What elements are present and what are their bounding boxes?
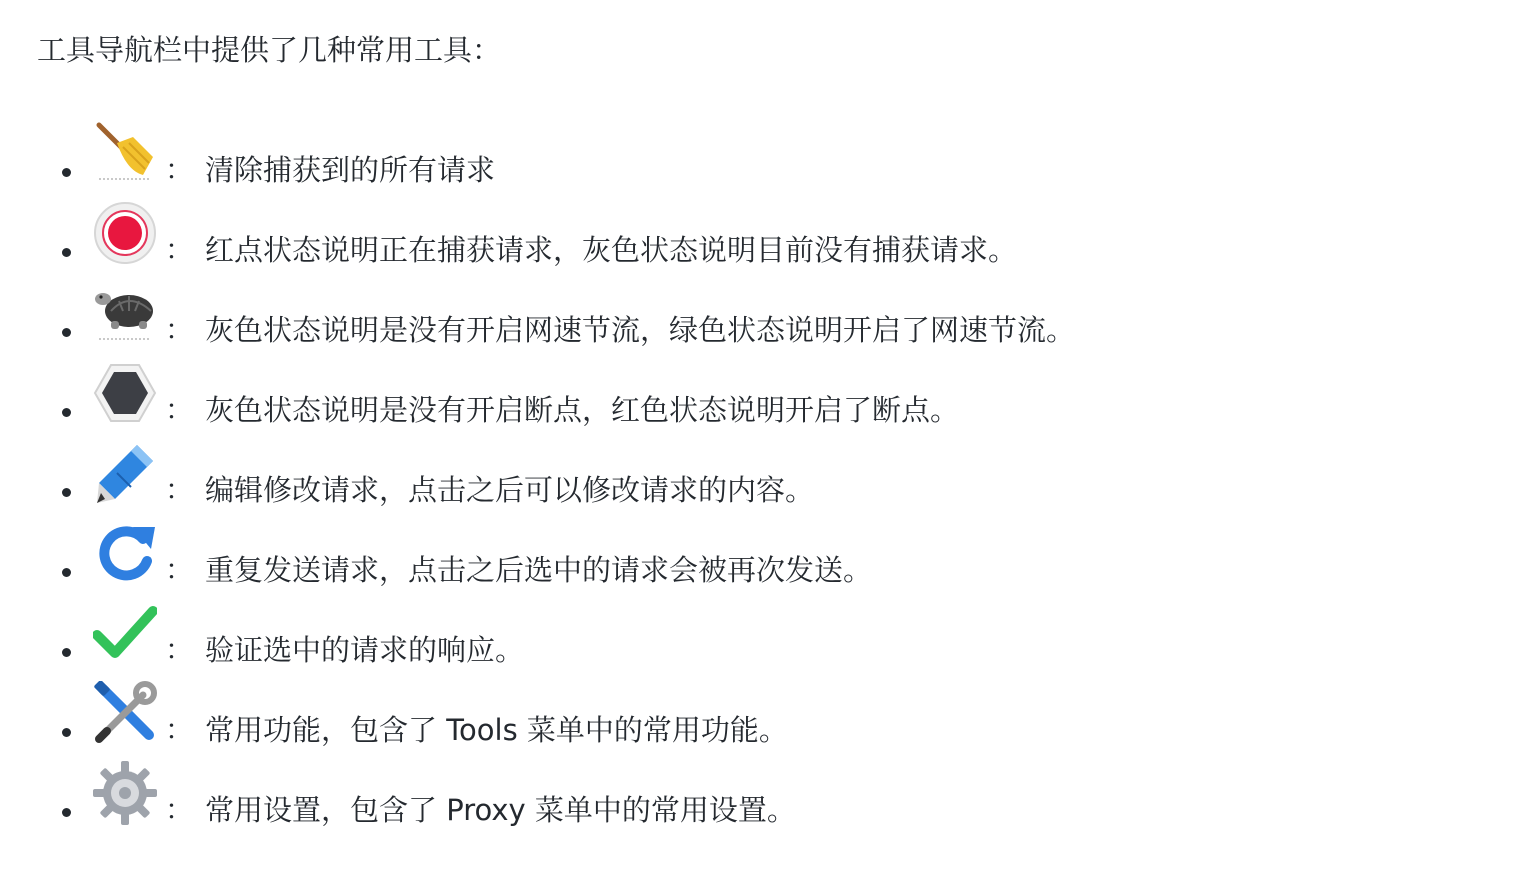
bullet — [62, 648, 71, 657]
bullet — [62, 168, 71, 177]
tool-description: 常用功能，包含了 Tools 菜单中的常用功能。 — [205, 713, 788, 747]
separator: ： — [165, 313, 194, 346]
separator: ： — [165, 793, 194, 826]
list-item-clear — [62, 120, 1075, 200]
gear-icon — [93, 761, 157, 825]
tool-description: 验证选中的请求的响应。 — [205, 633, 525, 667]
broom-icon — [93, 121, 157, 185]
turtle-icon — [93, 281, 157, 345]
bullet — [62, 408, 71, 417]
list-item-tools — [62, 680, 1075, 760]
hexagon-icon — [93, 361, 157, 425]
separator: ： — [165, 153, 194, 186]
separator: ： — [165, 553, 194, 586]
tool-description: 编辑修改请求，点击之后可以修改请求的内容。 — [205, 473, 815, 507]
bullet — [62, 568, 71, 577]
tool-description: 灰色状态说明是没有开启网速节流，绿色状态说明开启了网速节流。 — [205, 313, 1076, 347]
checkmark-icon — [93, 601, 157, 665]
pen-icon — [93, 441, 157, 505]
separator: ： — [165, 473, 194, 506]
bullet — [62, 488, 71, 497]
tool-description: 常用设置，包含了 Proxy 菜单中的常用设置。 — [205, 793, 796, 827]
bullet — [62, 328, 71, 337]
list-item-edit — [62, 440, 1075, 520]
separator: ： — [165, 633, 194, 666]
list-item-throttle — [62, 280, 1075, 360]
tool-list — [62, 120, 1075, 840]
separator: ： — [165, 393, 194, 426]
record-icon — [93, 201, 157, 265]
list-item-settings — [62, 760, 1075, 840]
tool-description: 重复发送请求，点击之后选中的请求会被再次发送。 — [205, 553, 873, 587]
list-item-validate — [62, 600, 1075, 680]
bullet — [62, 728, 71, 737]
list-item-breakpoint — [62, 360, 1075, 440]
tool-description: 红点状态说明正在捕获请求，灰色状态说明目前没有捕获请求。 — [205, 233, 1018, 267]
list-item-record — [62, 200, 1075, 280]
tools-icon — [93, 681, 157, 745]
tool-description: 灰色状态说明是没有开启断点，红色状态说明开启了断点。 — [205, 393, 960, 427]
bullet — [62, 808, 71, 817]
tool-description: 清除捕获到的所有请求 — [205, 153, 496, 187]
separator: ： — [165, 713, 194, 746]
separator: ： — [165, 233, 194, 266]
refresh-icon — [93, 521, 157, 585]
list-item-replay — [62, 520, 1075, 600]
bullet — [62, 248, 71, 257]
intro-text: 工具导航栏中提供了几种常用工具： — [37, 33, 502, 67]
